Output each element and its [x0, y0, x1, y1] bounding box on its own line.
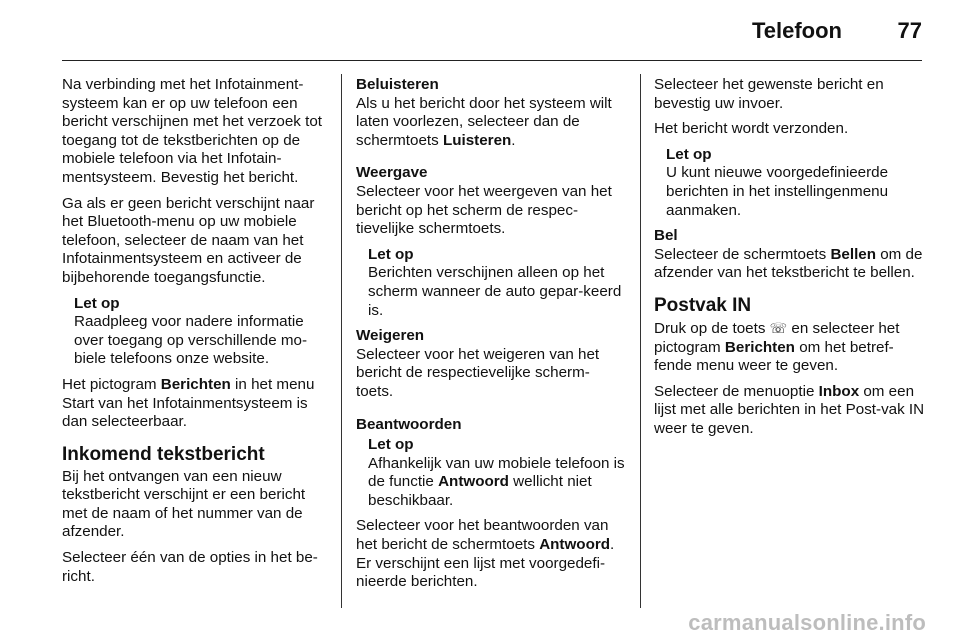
column-divider-1 [341, 74, 342, 608]
emphasis-antwoord: Antwoord [438, 473, 509, 491]
option-beluisteren [356, 76, 626, 150]
option-weergave [356, 164, 626, 238]
text-run: om de afzender van het tekstbericht te bellen. [654, 245, 923, 282]
paragraph: Na verbinding met het Infotainment-systeem kan er op uw telefoon een bericht verschijnen met het verzoek tot toegang tot de tekstberichten op de mobiele telefoon via het Infotain-mentsysteem. Bevestig het bericht. [62, 76, 322, 186]
page-header [0, 0, 960, 62]
note-block [356, 246, 626, 320]
column-3 [654, 76, 926, 446]
note-title: Let op [368, 436, 414, 454]
note-title: Let op [666, 145, 712, 163]
paragraph: Ga als er geen bericht verschijnt naar het Bluetooth-menu op uw mobiele telefoon, selecteer de naam van het Infotainmentsysteem en activeer de bijbehorende toegangsfunctie. [62, 194, 315, 286]
text-run: in het menu Start van het Infotainmentsysteem is dan selecteerbaar. [62, 375, 315, 431]
subheading: Weergave [356, 164, 428, 182]
text-run: Als u het bericht door het systeem wilt laten voorlezen, selecteer dan de schermtoets [356, 94, 612, 149]
emphasis-berichten: Berichten [160, 375, 231, 393]
section-heading: Inkomend tekstbericht [62, 443, 265, 465]
text-run: Selecteer voor het weergeven van het bericht op het scherm de respec-tievelijke schermtoets. [356, 182, 612, 238]
paragraph: Het bericht wordt verzonden. [654, 120, 849, 138]
option-weigeren [356, 327, 626, 401]
column-2 [356, 76, 626, 599]
paragraph: Bij het ontvangen van een nieuw tekstbericht verschijnt er een bericht met de naam of het nummer van de afzender. [62, 467, 306, 541]
text-run: Selecteer voor het weigeren van het bericht de respectievelijke scherm-toets. [356, 345, 600, 400]
watermark: carmanualsonline.info [688, 610, 926, 635]
note-block [654, 146, 926, 220]
column-divider-2 [640, 74, 641, 608]
text-run: . [511, 131, 516, 149]
section-heading: Postvak IN [654, 294, 752, 316]
column-1 [62, 76, 330, 593]
note-block [62, 295, 330, 369]
note-title: Let op [74, 294, 120, 312]
text-run: . Er verschijnt een lijst met voorgedefi-nieerde berichten. [356, 536, 615, 591]
note-text: U kunt nieuwe voorgedefinieerde berichten in het instellingenmenu aanmaken. [666, 164, 889, 219]
paragraph [62, 376, 330, 432]
page-title: Telefoon [751, 18, 842, 43]
paragraph: Selecteer één van de opties in het be-richt. [62, 549, 318, 585]
text-run: Afhankelijk van uw mobiele telefoon is de functie [368, 454, 625, 491]
note-text: Berichten verschijnen alleen op het scherm wanneer de auto gepar-keerd is. [368, 264, 622, 319]
paragraph [654, 319, 926, 376]
note-block [356, 436, 626, 510]
text-run: en selecteer het pictogram [654, 319, 900, 356]
text-run: Selecteer voor het beantwoorden van het bericht de schermtoets [356, 517, 609, 554]
note-title: Let op [368, 245, 414, 263]
emphasis-inbox: Inbox [818, 382, 860, 400]
text-run: Druk op de toets [654, 319, 770, 337]
phone-icon: ☏ [769, 319, 788, 336]
header-divider [62, 60, 922, 61]
emphasis-berichten: Berichten [724, 338, 795, 356]
page-number: 77 [897, 18, 922, 43]
option-beantwoorden [356, 416, 626, 435]
option-bel [654, 227, 926, 283]
paragraph: Selecteer het gewenste bericht en bevestig uw invoer. [654, 76, 884, 112]
subheading: Beluisteren [356, 76, 439, 93]
emphasis-luisteren: Luisteren [442, 131, 512, 149]
text-run: Selecteer de menuoptie [654, 382, 819, 400]
subheading: Weigeren [356, 327, 425, 345]
text-run: om het betref-fende menu weer te geven. [654, 338, 894, 375]
text-run: wellicht niet beschikbaar. [368, 473, 592, 509]
paragraph [356, 517, 626, 591]
subheading: Bel [654, 227, 678, 245]
text-run: om een lijst met alle berichten in het Post-vak IN weer te geven. [654, 382, 925, 437]
paragraph [654, 383, 926, 439]
emphasis-bellen: Bellen [830, 245, 877, 263]
text-run: Het pictogram [62, 375, 161, 393]
subheading: Beantwoorden [356, 415, 462, 433]
text-run: Selecteer de schermtoets [654, 245, 831, 263]
emphasis-antwoord: Antwoord [539, 536, 611, 554]
note-text: Raadpleeg voor nadere informatie over toegang op verschillende mo-biele telefoons onze website. [74, 313, 308, 368]
